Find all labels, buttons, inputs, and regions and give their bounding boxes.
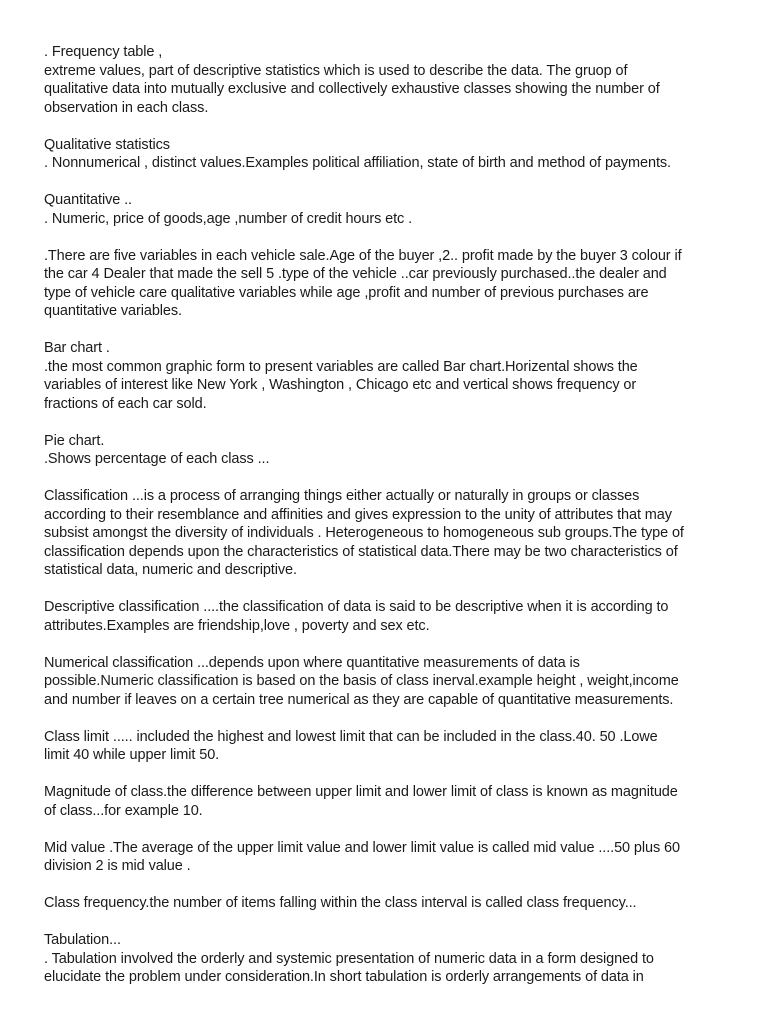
text-line: type of vehicle care qualitative variables while age ,profit and number of previous purchases are xyxy=(44,284,649,301)
text-line: .Shows percentage of each class ... xyxy=(44,451,270,467)
text-line: quantitative variables. xyxy=(44,303,182,319)
paragraph xyxy=(44,728,728,765)
text-line: Tabulation... xyxy=(44,932,121,948)
document-body xyxy=(44,43,728,987)
text-line: fractions of each car sold. xyxy=(44,395,207,412)
text-line: and number if leaves on a certain tree numerical as they are capable of quantitative measurements. xyxy=(44,691,674,708)
text-line: division 2 is mid value . xyxy=(44,858,191,874)
text-line: extreme values, part of descriptive statistics which is used to describe the data. The gruop of xyxy=(44,62,628,79)
text-line: limit 40 while upper limit 50. xyxy=(44,747,220,763)
text-line: according to their resemblance and affinities and gives expression to the unity of attributes that may xyxy=(44,506,672,523)
text-line: Quantitative .. xyxy=(44,192,132,208)
text-line: qualitative data into mutually exclusive and collectively exhaustive classes showing the number of xyxy=(44,81,660,97)
text-line: . Numeric, price of goods,age ,number of credit hours etc . xyxy=(44,210,413,227)
text-line: . Frequency table , xyxy=(44,44,163,60)
paragraph xyxy=(44,894,728,913)
paragraph xyxy=(44,339,728,413)
text-line: Classification ...is a process of arranging things either actually or naturally in groups or classes xyxy=(44,488,640,504)
text-line: . Tabulation involved the orderly and systemic presentation of numeric data in a form designed to xyxy=(44,950,654,967)
text-line: of class...for example 10. xyxy=(44,802,203,819)
text-line: subsist amongst the diversity of individuals . Heterogeneous to homogeneous sub groups.The type of xyxy=(44,525,684,541)
text-line: .There are five variables in each vehicle sale.Age of the buyer ,2.. profit made by the buyer 3 colour if xyxy=(44,247,682,264)
text-line: the car 4 Dealer that made the sell 5 .type of the vehicle ..car previously purchased..the dealer and xyxy=(44,266,667,282)
text-line: Mid value .The average of the upper limit value and lower limit value is called mid value ....50 plus 60 xyxy=(44,839,680,856)
text-line: .the most common graphic form to present variables are called Bar chart.Horizental shows the xyxy=(44,358,638,375)
paragraph xyxy=(44,598,728,635)
text-line: Class limit ..... included the highest and lowest limit that can be included in the class.40. 50 .Lowe xyxy=(44,728,658,745)
text-line: observation in each class. xyxy=(44,99,209,116)
paragraph xyxy=(44,654,728,710)
text-line: Pie chart. xyxy=(44,432,105,449)
text-line: . Nonnumerical , distinct values.Examples political affiliation, state of birth and method of payments. xyxy=(44,155,671,171)
paragraph xyxy=(44,191,728,228)
paragraph xyxy=(44,931,728,987)
text-line: attributes.Examples are friendship,love , poverty and sex etc. xyxy=(44,617,430,634)
paragraph xyxy=(44,247,728,321)
text-line: classification depends upon the characteristics of statistical data.There may be two characteristics of xyxy=(44,543,678,560)
paragraph xyxy=(44,487,728,580)
text-line: Numerical classification ...depends upon where quantitative measurements of data is xyxy=(44,654,580,671)
paragraph xyxy=(44,783,728,820)
text-line: Class frequency.the number of items falling within the class interval is called class frequency... xyxy=(44,895,637,911)
document-page xyxy=(44,43,728,1005)
text-line: Magnitude of class.the difference between upper limit and lower limit of class is known as magnitude xyxy=(44,784,678,800)
text-line: Qualitative statistics xyxy=(44,136,170,153)
text-line: possible.Numeric classification is based on the basis of class inerval.example height , weight,income xyxy=(44,673,679,689)
text-line: Descriptive classification ....the classification of data is said to be descriptive when it is according to xyxy=(44,599,669,615)
paragraph xyxy=(44,136,728,173)
text-line: statistical data, numeric and descriptive. xyxy=(44,562,297,578)
paragraph xyxy=(44,839,728,876)
text-line: Bar chart . xyxy=(44,340,110,356)
paragraph xyxy=(44,432,728,469)
text-line: variables of interest like New York , Washington , Chicago etc and vertical shows frequency or xyxy=(44,377,637,393)
paragraph xyxy=(44,43,728,117)
text-line: elucidate the problem under consideration.In short tabulation is orderly arrangements of data in xyxy=(44,969,644,985)
